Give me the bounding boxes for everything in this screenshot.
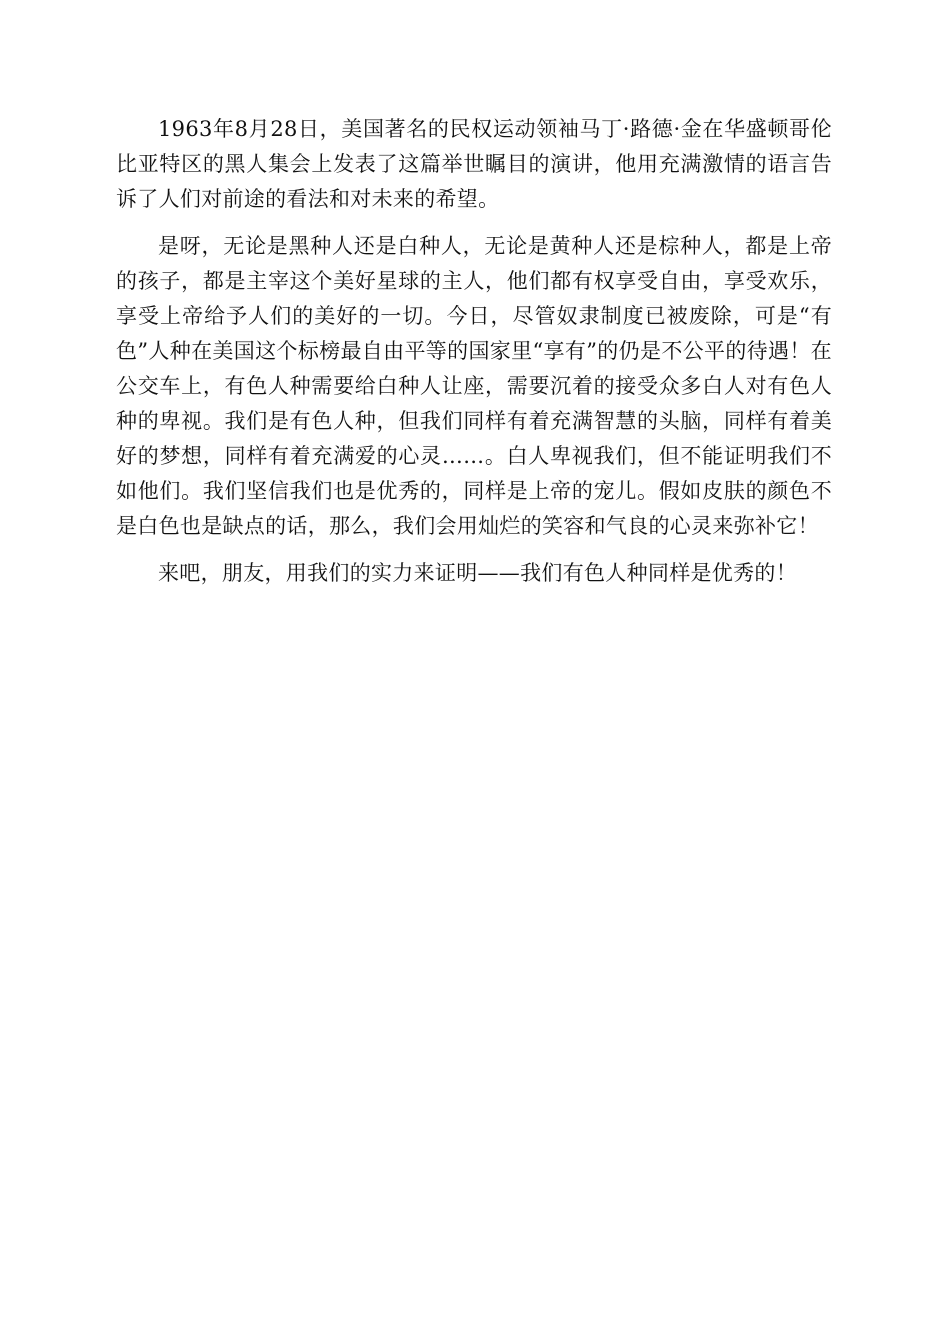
paragraph-main: 是呀，无论是黑种人还是白种人，无论是黄种人还是棕种人，都是上帝的孩子，都是主宰这个美好星球的主人，他们都有权享受自由，享受欢乐，享受上帝给予人们的美好的一切。今日，尽管奴隶制度已被废除，可是“有色”人种在美国这个标榜最自由平等的国家里“享有”的仍是不公平的待遇！在公交车上，有色人种需要给白种人让座，需要沉着的接受众多白人对有色人种的卑视。我们是有色人种，但我们同样有着充满智慧的头脑，同样有着美好的梦想，同样有着充满爱的心灵……。白人卑视我们，但不能证明我们不如他们。我们坚信我们也是优秀的，同样是上帝的宠儿。假如皮肤的颜色不是白色也是缺点的话，那么，我们会用灿烂的笑容和气良的心灵来弥补它！: [116, 234, 832, 538]
document-body: [116, 112, 832, 603]
paragraph-closing: 来吧，朋友，用我们的实力来证明——我们有色人种同样是优秀的！: [158, 561, 797, 585]
paragraph-intro: 1963年8月28日，美国著名的民权运动领袖马丁·路德·金在华盛顿哥伦比亚特区的黑人集会上发表了这篇举世瞩目的演讲，他用充满激情的语言告诉了人们对前途的看法和对未来的希望。: [116, 117, 832, 211]
